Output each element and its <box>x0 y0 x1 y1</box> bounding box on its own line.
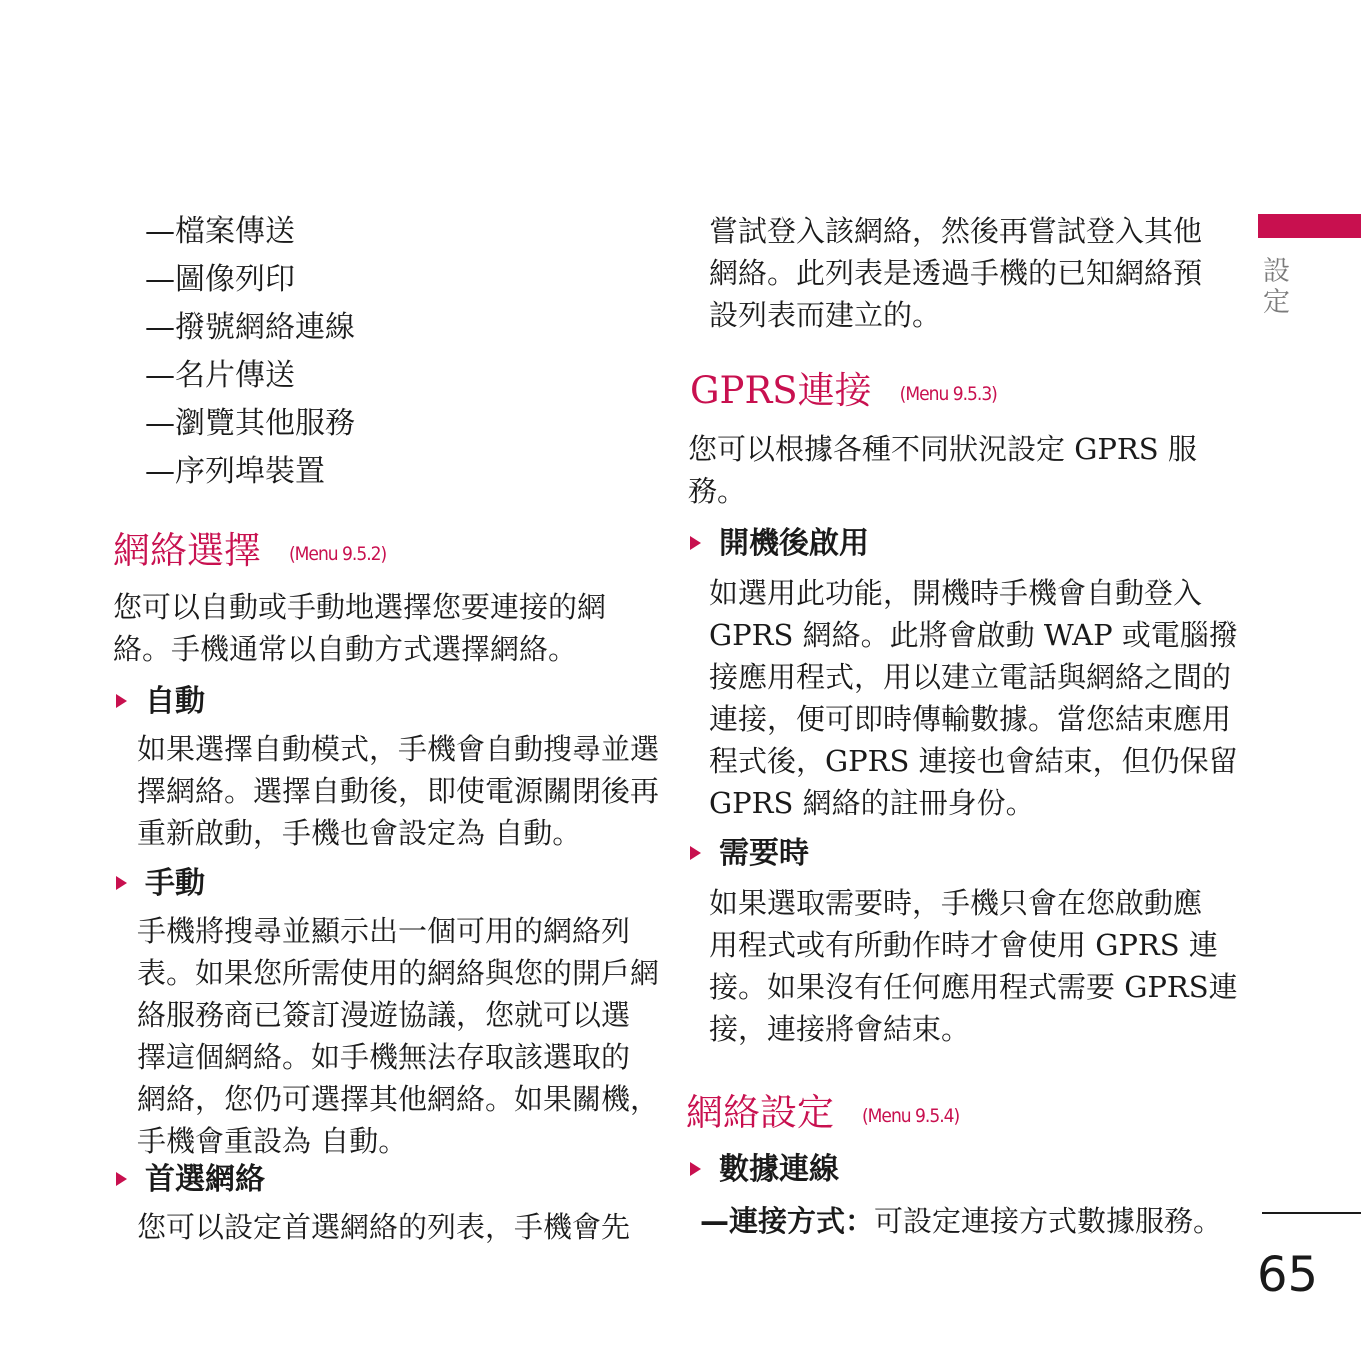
manual-paragraph: 手機將搜尋並顯示出一個可用的網絡列 表。如果您所需使用的網絡與您的開戶網 絡服務商已簽訂漫遊協議，您就可以選 擇這個網絡。如手機無法存取該選取的 網絡，您仍可選擇其他網絡。如果關機， 手機會重設為 自動。 <box>137 914 660 1158</box>
preferred-paragraph: 您可以設定首選網絡的列表，手機會先 <box>137 1210 631 1244</box>
sub-heading-manual: 手動 <box>116 864 205 904</box>
sub-heading-when-needed: 需要時 <box>690 834 809 874</box>
triangle-bullet-icon <box>116 876 127 890</box>
footer-rule <box>1262 1212 1361 1214</box>
list-item: —圖像列印 <box>145 262 295 297</box>
sub-heading-data-line: 數據連線 <box>690 1150 839 1190</box>
connection-method-line <box>700 1200 1222 1242</box>
connection-method-text: 可設定連接方式數據服務。 <box>874 1204 1223 1238</box>
side-tab-bar <box>1258 214 1361 238</box>
side-tab-label: 設定 <box>1258 256 1289 318</box>
triangle-bullet-icon <box>116 1172 127 1186</box>
section-title-network-settings <box>686 1090 959 1139</box>
section-title-text: 網絡設定 <box>686 1091 834 1134</box>
list-item: —檔案傳送 <box>145 214 295 249</box>
gprs-intro-paragraph: 您可以根據各種不同狀況設定 GPRS 服 務。 <box>688 432 1197 508</box>
sub-heading-power-on: 開機後啟用 <box>690 524 869 564</box>
sub-heading-preferred: 首選網絡 <box>116 1160 265 1200</box>
section-title-text: GPRS連接 <box>690 369 872 412</box>
power-on-paragraph: 如選用此功能，開機時手機會自動登入 GPRS 網絡。此將會啟動 WAP 或電腦撥 接應用程式，用以建立電話與網絡之間的 連接，便可即時傳輸數據。當您結束應用 程式後，GPRS 連接也會結束，但仍保留 GPRS 網絡的註冊身份。 <box>709 576 1238 820</box>
list-item: —名片傳送 <box>145 358 295 393</box>
list-item: —瀏覽其他服務 <box>145 406 355 441</box>
section-title-gprs <box>690 368 997 417</box>
triangle-bullet-icon <box>116 694 127 708</box>
sub-heading-auto: 自動 <box>116 682 205 722</box>
intro-paragraph: 您可以自動或手動地選擇您要連接的網 絡。手機通常以自動方式選擇網絡。 <box>113 590 607 666</box>
list-item: —序列埠裝置 <box>145 454 325 489</box>
section-title-network-select <box>113 528 386 577</box>
triangle-bullet-icon <box>690 846 701 860</box>
section-title-text: 網絡選擇 <box>113 529 261 572</box>
menu-reference: (Menu 9.5.2) <box>289 542 387 565</box>
when-needed-paragraph: 如果選取需要時，手機只會在您啟動應 用程式或有所動作時才會使用 GPRS 連 接。如果沒有任何應用程式需要 GPRS連 接，連接將會結束。 <box>709 886 1238 1046</box>
page-number: 65 <box>1257 1247 1319 1303</box>
triangle-bullet-icon <box>690 1162 701 1176</box>
connection-method-label: —連接方式： <box>700 1204 875 1238</box>
auto-paragraph: 如果選擇自動模式，手機會自動搜尋並選 擇網絡。選擇自動後，即使電源關閉後再 重新啟動，手機也會設定為 自動。 <box>137 732 660 850</box>
triangle-bullet-icon <box>690 536 701 550</box>
menu-reference: (Menu 9.5.3) <box>899 382 997 405</box>
menu-reference: (Menu 9.5.4) <box>862 1104 960 1127</box>
continued-paragraph: 嘗試登入該網絡，然後再嘗試登入其他 網絡。此列表是透過手機的已知網絡預 設列表而建立的。 <box>709 214 1203 332</box>
list-item: —撥號網絡連線 <box>145 310 355 345</box>
